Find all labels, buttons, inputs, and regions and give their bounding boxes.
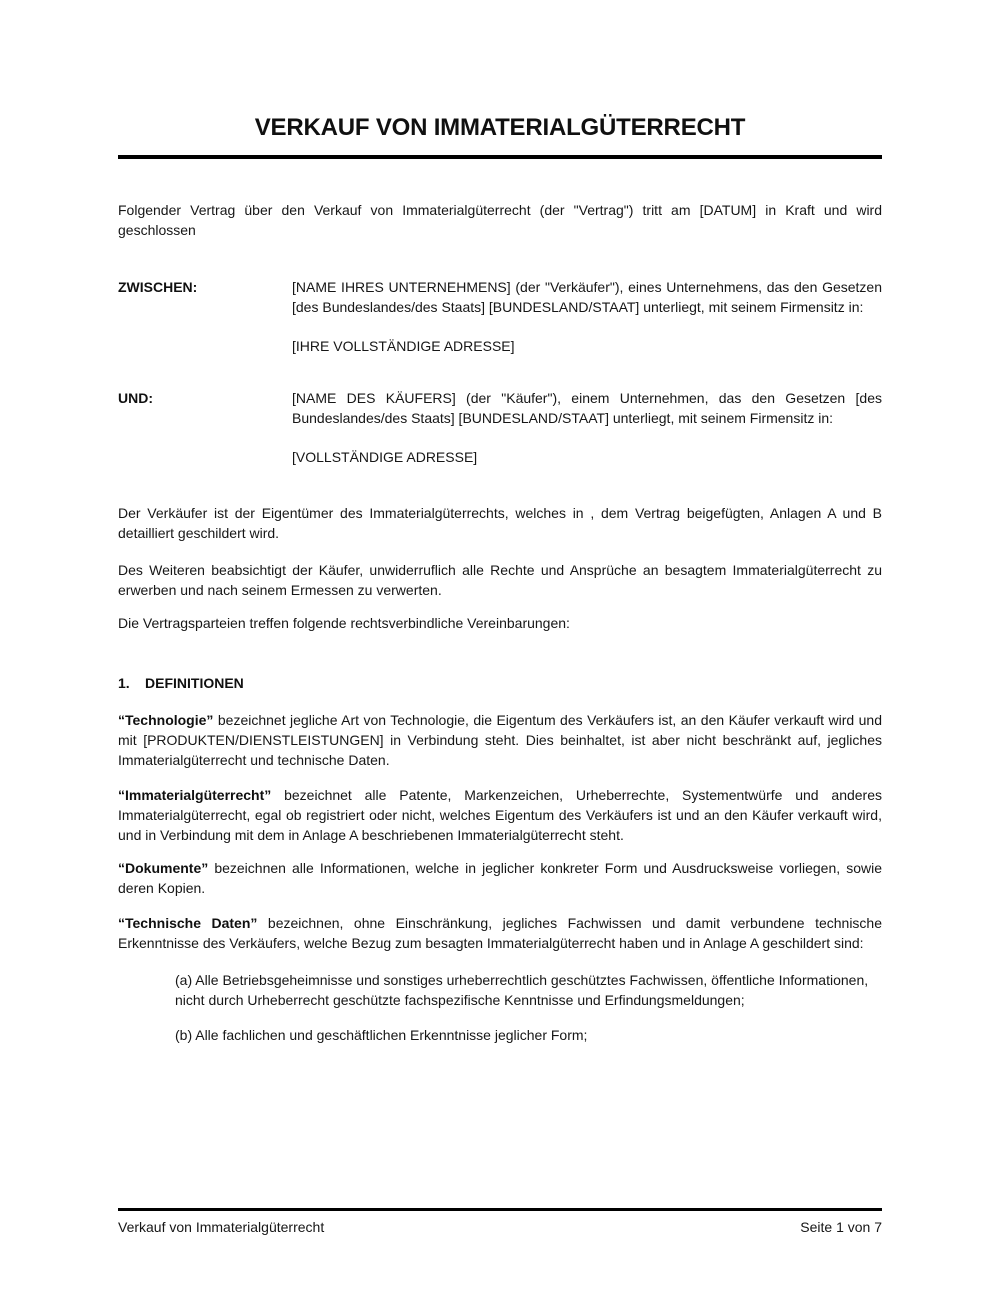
party-label-und: UND: bbox=[118, 390, 153, 406]
party-address-und: [VOLLSTÄNDIGE ADRESSE] bbox=[292, 449, 478, 465]
document-title: VERKAUF VON IMMATERIALGÜTERRECHT bbox=[254, 114, 746, 141]
section-heading-definitionen bbox=[118, 673, 882, 693]
definition-text-immaterialgueterrecht: bezeichnet alle Patente, Markenzeichen, Urheberrechte, Systementwürfe und anderes Immaterialgüterrecht, egal ob registriert oder nicht, welches Eigentum des Verkäufers ist und an den Käufer verkauft wird, und in Verbindung mit dem in Anlage A beschriebenen Immaterialgüterrecht steht. bbox=[118, 787, 882, 843]
definition-term-technologie: “Technologie” bbox=[118, 712, 214, 728]
list-item-a: (a) Alle Betriebsgeheimnisse und sonstiges urheberrechtlich geschütztes Fachwissen, öffentliche Informationen, nicht durch Urheberrecht geschützte fachspezifische Kenntnisse und Erfindungsmeldungen; bbox=[175, 972, 869, 1008]
party-text-zwischen: [NAME IHRES UNTERNEHMENS] (der "Verkäufer"), eines Unternehmens, das den Gesetzen [des Bundeslandes/des Staats] [BUNDESLAND/STAAT] unterliegt, mit seinem Firmensitz in: bbox=[292, 279, 882, 315]
party-text-und: [NAME DES KÄUFERS] (der "Käufer"), einem Unternehmen, das den Gesetzen [des Bundeslandes/des Staats] [BUNDESLAND/STAAT] unterliegt, mit seinem Firmensitz in: bbox=[292, 390, 882, 426]
party-section-zwischen bbox=[118, 277, 882, 356]
recital-agreement-lead-in: Die Vertragsparteien treffen folgende rechtsverbindliche Vereinbarungen: bbox=[118, 615, 570, 631]
section-number: 1. bbox=[118, 675, 130, 691]
party-section-und bbox=[118, 388, 882, 467]
party-label-zwischen: ZWISCHEN: bbox=[118, 279, 198, 295]
definition-immaterialgueterrecht bbox=[118, 785, 882, 845]
definition-technische-daten bbox=[118, 913, 882, 953]
footer-page-number: Seite 1 von 7 bbox=[800, 1219, 882, 1235]
recital-intent: Des Weiteren beabsichtigt der Käufer, unwiderruflich alle Rechte und Ansprüche an besagtem Immaterialgüterrecht zu erwerben und nach seinem Ermessen zu verwerten. bbox=[118, 562, 882, 598]
recital-ownership: Der Verkäufer ist der Eigentümer des Immaterialgüterrechts, welches in , dem Vertrag beigefügten, Anlagen A und B detailliert geschildert wird. bbox=[118, 505, 882, 541]
party-content-und bbox=[292, 388, 882, 467]
page-footer bbox=[118, 1208, 882, 1237]
definition-term-immaterialgueterrecht: “Immaterialgüterrecht” bbox=[118, 787, 272, 803]
definition-dokumente bbox=[118, 858, 882, 898]
intro-paragraph: Folgender Vertrag über den Verkauf von Immaterialgüterrecht (der "Vertrag") tritt am [DATUM] in Kraft und wird geschlossen bbox=[118, 202, 882, 238]
party-content-zwischen bbox=[292, 277, 882, 356]
definition-text-technische-daten: bezeichnen, ohne Einschränkung, jegliches Fachwissen und damit verbundene technische Erkenntnisse des Verkäufers, welche Bezug zum besagten Immaterialgüterrecht haben und in Anlage A geschildert sind: bbox=[118, 915, 882, 951]
list-item-b: (b) Alle fachlichen und geschäftlichen Erkenntnisse jeglicher Form; bbox=[175, 1027, 588, 1043]
section-title: DEFINITIONEN bbox=[145, 675, 244, 691]
definition-technologie bbox=[118, 710, 882, 770]
definition-term-dokumente: “Dokumente” bbox=[118, 860, 209, 876]
footer-document-title: Verkauf von Immaterialgüterrecht bbox=[118, 1219, 325, 1235]
title-divider bbox=[118, 155, 882, 159]
definition-text-technologie: bezeichnet jegliche Art von Technologie, die Eigentum des Verkäufers ist, an den Käufer verkauft wird und mit [PRODUKTEN/DIENSTLEISTUNGEN] in Verbindung steht. Dies beinhaltet, ist aber nicht beschränkt auf, jegliches Immaterialgüterrecht und technische Daten. bbox=[118, 712, 882, 768]
definition-text-dokumente: bezeichnen alle Informationen, welche in jeglicher konkreter Form und Ausdrucksweise vorliegen, sowie deren Kopien. bbox=[118, 860, 882, 896]
definition-term-technische-daten: “Technische Daten” bbox=[118, 915, 258, 931]
party-address-zwischen: [IHRE VOLLSTÄNDIGE ADRESSE] bbox=[292, 338, 515, 354]
